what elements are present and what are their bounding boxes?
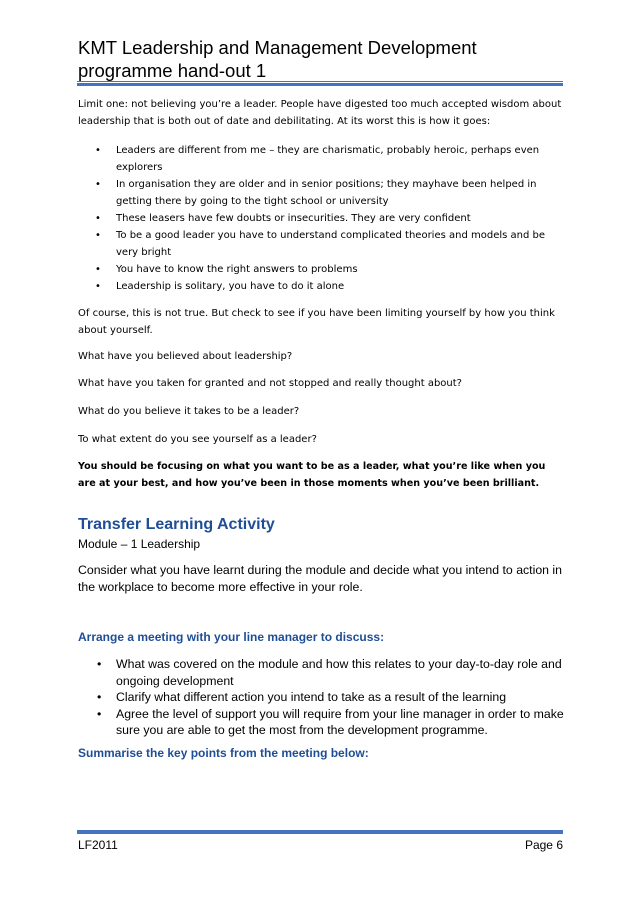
consider-paragraph: Consider what you have learnt during the module and decide what you intend to action in the workplace to become more effective in your role. [78, 563, 562, 594]
list-item: • These leasers have few doubts or insecurities. They are very confident [78, 210, 564, 227]
list-item: • Clarify what different action you intend to take as a result of the learning [78, 689, 568, 706]
transfer-learning-heading: Transfer Learning Activity [78, 516, 275, 533]
arrange-meeting-heading: Arrange a meeting with your line manager to discuss: [78, 630, 385, 644]
focus-statement: You should be focusing on what you want to be as a leader, what you’re like when you are at your best, and how you’ve been in those moments when you’ve been brilliant. [78, 461, 546, 489]
question-paragraph: What do you believe it takes to be a leader? [78, 406, 300, 417]
limit-beliefs-list [78, 142, 564, 295]
question-paragraph: What have you taken for granted and not stopped and really thought about? [78, 378, 462, 389]
meeting-topics-list [78, 656, 568, 739]
list-item: • Leaders are different from me – they are charismatic, probably heroic, perhaps even explorers [78, 142, 564, 176]
page-header-title: KMT Leadership and Management Development programme hand-out 1 [78, 37, 477, 81]
list-item: • Agree the level of support you will require from your line manager in order to make sure you are able to get the most from the development programme. [78, 706, 568, 739]
list-item: • You have to know the right answers to problems [78, 261, 564, 278]
footer-doc-code: LF2011 [78, 838, 118, 852]
of-course-paragraph: Of course, this is not true. But check to see if you have been limiting yourself by how you think about yourself. [78, 308, 555, 336]
question-paragraph: To what extent do you see yourself as a leader? [78, 434, 317, 445]
footer-page-number: Page 6 [524, 838, 563, 852]
module-subtitle: Module – 1 Leadership [78, 537, 201, 551]
list-item: • What was covered on the module and how this relates to your day-to-day role and ongoing development [78, 656, 568, 689]
limit-one-paragraph: Limit one: not believing you’re a leader. People have digested too much accepted wisdom about leadership that is both out of date and debilitating. At its worst this is how it goes: [78, 99, 562, 127]
footer-rule [77, 829, 563, 834]
question-paragraph: What have you believed about leadership? [78, 351, 293, 362]
list-item: • To be a good leader you have to understand complicated theories and models and be very bright [78, 227, 564, 261]
header-rule [77, 81, 563, 86]
list-item: • Leadership is solitary, you have to do it alone [78, 278, 564, 295]
list-item: • In organisation they are older and in senior positions; they mayhave been helped in getting there by going to the tight school or university [78, 176, 564, 210]
summarise-heading: Summarise the key points from the meeting below: [78, 746, 369, 760]
